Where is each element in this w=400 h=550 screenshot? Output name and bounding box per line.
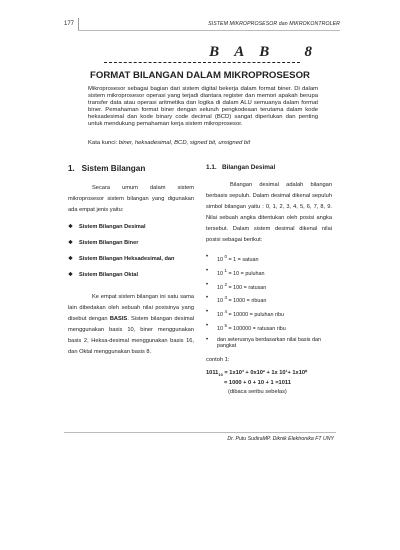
equation-note: (dibaca seribu sebelas)	[228, 388, 287, 395]
footer-rule	[64, 432, 336, 433]
keywords	[88, 140, 318, 146]
subsection-heading: 1.1. Bilangan Desimal	[206, 164, 276, 171]
diamond-bullet-icon: ❖	[68, 272, 74, 278]
bullet-icon: •	[206, 309, 209, 316]
list-item: ❖ Sistem Bilangan Heksadesimal, dan	[68, 256, 175, 262]
list-item: • 10 $^5$ = 100000 = ratusan ribu	[206, 322, 286, 332]
left-column	[68, 164, 194, 358]
bullet-icon: •	[206, 267, 209, 274]
page-number: 177	[64, 21, 75, 27]
list-item: ❖ Sistem Bilangan Biner	[68, 240, 139, 246]
keywords-values: biner, heksadesimal, BCD, signed bit, unsigned bit	[118, 140, 251, 146]
list-item: ❖ Sistem Bilangan Desimal	[68, 224, 146, 230]
number-system-list	[68, 224, 194, 278]
chapter-label: B A B 8	[209, 44, 318, 60]
chapter-title: FORMAT BILANGAN DALAM MIKROPROSESOR	[90, 70, 310, 81]
list-item: • 10 $^4$ = 10000 = puluhan ribu	[206, 309, 285, 318]
header-rule	[78, 30, 340, 31]
list-item: • 10 $^0$ = 1 = satuan	[206, 254, 259, 263]
bullet-icon: •	[206, 281, 209, 288]
running-title: SISTEM MIKROPROSESOR dan MIKROKONTROLER	[208, 21, 340, 27]
paragraph: Ke empat sistem bilangan ini satu sama lain dibedakan oleh sebuah nilai posisinya yang disebut dengan BASIS. Sistem bilangan desimal menggunakan basis 10, biner menggunakan basis 2, Heksa-desimal menggunakan basis 16, dan Oktal menggunakan basis 8.	[68, 294, 194, 355]
section-heading: 1. Sistem Bilangan	[68, 164, 146, 173]
equation-line: $1011_{10} = 1x10^3 + 0x10^2 + 1x$ 10¹+ 1x10⁰	[206, 369, 308, 377]
paragraph: Secara umum dalam sistem mikroprosesor sistem bilangan yang digunakan ada empat jenis yaitu:	[68, 185, 194, 213]
list-item: • 10 $^2$ = 100 = ratusan	[206, 281, 267, 291]
bullet-icon: •	[206, 336, 209, 343]
right-column	[206, 164, 332, 396]
keywords-label: Kata kunci:	[88, 140, 118, 146]
example-label: contoh 1:	[206, 356, 230, 363]
equation-line: = 1000 + 0 + 10 + 1 =1011	[224, 380, 291, 387]
diamond-bullet-icon: ❖	[68, 224, 74, 230]
abstract-text: Mikroprosesor sebagai bagian dari sistem digital bekerja dalam format biner. Di dalam sistem mikroprosesor operasi yang terjadi diantara register dan memori apakah berupa transfer data atau operasi aritmetika dan logika di dalam ALU semuanya dalam format biner. Pemahaman format biner dengan seluruh pengkodeaan terutama dalam kode heksadesimal dan kode binary code decimal (BCD) sangat diperlukan dan penting untuk mendukung pemahaman kerja sistem mikroprosesor.	[88, 86, 318, 128]
page-header	[60, 18, 340, 30]
bullet-icon: •	[206, 295, 209, 302]
bullet-icon: •	[206, 254, 209, 260]
paragraph: Bilangan desimal adalah bilangan berbasis sepuluh. Dalam desimal dikenal sepuluh simbol bilangan yaitu : 0, 1, 2, 3, 4, 5, 6, 7, 8, 9. Nilai sebuah angka ditentukan oleh posisi angka tersebut. Dalam sistem desimal dikenal nilai posisi sebagai berikut:	[206, 182, 332, 243]
diamond-bullet-icon: ❖	[68, 256, 74, 262]
list-item: • 10 $^1$ = 10 = puluhan	[206, 267, 265, 277]
list-item: • dan seterusnya berdasarkan nilai basis dan pangkat	[206, 336, 321, 349]
footer-text: Dr. Putu SudiraMP. Diknik Elektronika FT UNY	[227, 436, 334, 442]
place-value-list	[206, 254, 332, 349]
diamond-bullet-icon: ❖	[68, 240, 74, 246]
header-divider	[78, 18, 79, 30]
list-item: • 10 $^3$ = 1000 = ribuan	[206, 295, 267, 305]
bullet-icon: •	[206, 322, 209, 329]
list-item: ❖ Sistem Bilangan Oktal	[68, 272, 139, 278]
chapter-dashed-rule	[104, 62, 300, 63]
